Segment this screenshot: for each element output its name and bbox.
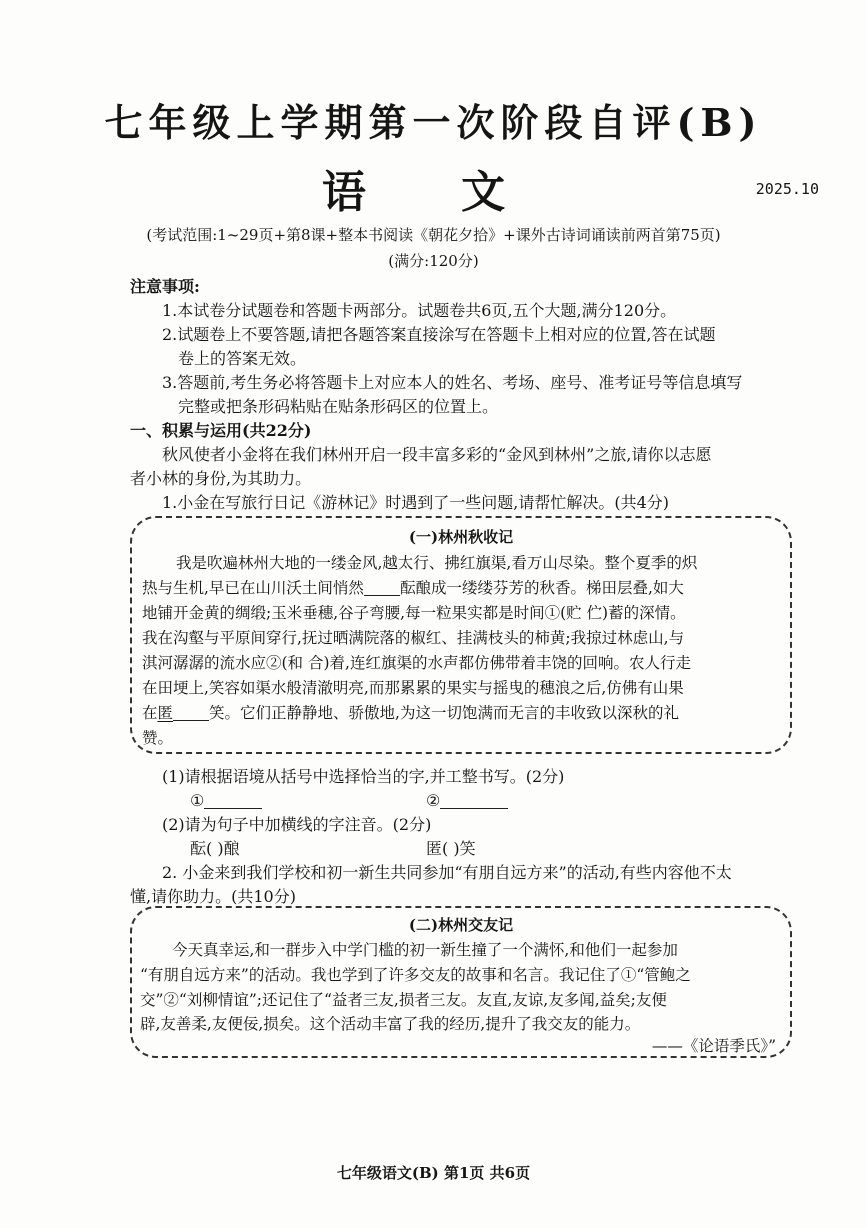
page-footer: 七年级语文(B) 第1页 共6页: [336, 1164, 531, 1182]
sub-question-2: (2)请为句子中加横线的字注音。(2分): [162, 815, 432, 834]
answer-blank[interactable]: [173, 704, 209, 721]
section-heading: 一、积累与运用(共22分): [130, 421, 312, 440]
note-item: 完整或把条形码粘贴在贴条形码区的位置上。: [178, 397, 499, 416]
passage-line: 我是吹遍林州大地的一缕金风,越太行、拂红旗渠,看万山尽染。整个夏季的炽: [176, 554, 698, 572]
passage-line: 辟,友善柔,友便佞,损矣。这个活动丰富了我的经历,提升了我交友的能力。: [140, 1015, 641, 1033]
passage-line: 在匿 笑。它们正静静地、骄傲地,为这一切饱满而无言的丰收致以深秋的礼: [142, 704, 679, 722]
note-item: 2.试题卷上不要答题,请把各题答案直接涂写在答题卡上相对应的位置,答在试题: [162, 325, 716, 344]
passage-line: 今天真幸运,和一群步入中学门槛的初一新生撞了一个满怀,和他们一起参加: [172, 941, 678, 959]
answer-blank-2[interactable]: [440, 792, 508, 809]
notes-heading: 注意事项:: [130, 277, 200, 296]
exam-date: 2025.10: [755, 180, 819, 198]
passage-line: 在田埂上,笑容如渠水般清澈明亮,而那累累的果实与摇曳的穗浪之后,仿佛有山果: [142, 679, 684, 697]
quote-source: ——《论语季氏》”: [651, 1037, 776, 1055]
note-item: 3.答题前,考生务必将答题卡上对应本人的姓名、考场、座号、准考证号等信息填写: [162, 373, 743, 392]
note-item: 1.本试卷分试题卷和答题卡两部分。试题卷共6页,五个大题,满分120分。: [162, 301, 677, 320]
answer-blank[interactable]: [364, 579, 400, 596]
pinyin-answer-1[interactable]: 酝( )酿: [190, 839, 240, 858]
answer-1: ①: [190, 790, 262, 812]
passage-box-autumn-harvest: [130, 516, 792, 754]
question-2-cont: 懂,请你助力。(共10分): [130, 887, 296, 906]
passage-line: 地铺开金黄的绸缎;玉米垂穗,谷子弯腰,每一粒果实都是时间①(贮 伫)蓄的深情。: [142, 604, 686, 622]
passage-title: (二)林州交友记: [408, 916, 514, 934]
passage-line: 热与生机,早已在山川沃土间悄然 酝酿成一缕缕芬芳的秋香。梯田层叠,如大: [142, 579, 684, 597]
exam-scope: (考试范围:1~29页+第8课+整本书阅读《朝花夕拾》+课外古诗词诵读前两首第75页): [146, 226, 721, 244]
question-2: 2. 小金来到我们学校和初一新生共同参加“有朋自远方来”的活动,有些内容他不太: [162, 863, 732, 882]
passage-line: 交”②“刘柳情谊”;还记住了“益者三友,损者三友。友直,友谅,友多闻,益矣;友便: [140, 991, 667, 1009]
note-item: 卷上的答案无效。: [178, 349, 307, 368]
subject-title: 语 文: [321, 167, 546, 218]
exam-title: 七年级上学期第一次阶段自评(B): [104, 100, 763, 145]
section-intro: 者小林的身份,为其助力。: [130, 469, 312, 488]
passage-line: “有朋自远方来”的活动。我也学到了许多交友的故事和名言。我记住了①“管鲍之: [140, 966, 691, 984]
sub-question-1: (1)请根据语境从括号中选择恰当的字,并工整书写。(2分): [162, 767, 565, 786]
pinyin-answer-2[interactable]: 匿( )笑: [426, 839, 476, 858]
full-score: (满分:120分): [388, 252, 479, 270]
answer-2: ②: [426, 790, 508, 812]
answer-blank-1[interactable]: [204, 792, 262, 809]
passage-title: (一)林州秋收记: [408, 528, 514, 546]
passage-line: 我在沟壑与平原间穿行,抚过晒满院落的椒红、挂满枝头的柿黄;我掠过林虑山,与: [142, 629, 685, 647]
passage-line: 淇河潺潺的流水应②(和 合)着,连红旗渠的水声都仿佛带着丰饶的回响。农人行走: [142, 654, 691, 672]
question-1: 1.小金在写旅行日记《游林记》时遇到了一些问题,请帮忙解决。(共4分): [162, 493, 670, 512]
passage-line: 赞。: [142, 729, 174, 747]
passage-box-friendship: [130, 906, 792, 1058]
section-intro: 秋风使者小金将在我们林州开启一段丰富多彩的“金风到林州”之旅,请你以志愿: [162, 445, 712, 464]
